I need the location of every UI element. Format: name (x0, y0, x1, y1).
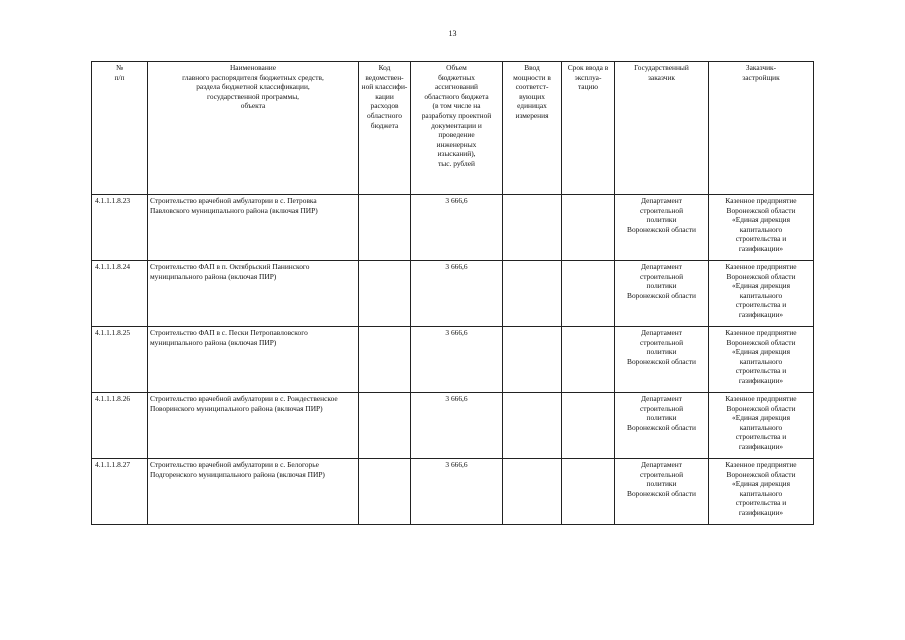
capital-construction-table (91, 61, 814, 525)
row-capacity (503, 459, 562, 525)
header-customer: Государственный заказчик (615, 62, 709, 195)
row-builder: Казенное предприятие Воронежской области «Единая дирекция капитального строительства и газификации» (709, 261, 814, 327)
table-row (92, 393, 814, 459)
row-customer: Департамент строительной политики Воронежской области (615, 459, 709, 525)
header-name: Наименование главного распорядителя бюджетных средств, раздела бюджетной классификации, государственной программы, объекта (148, 62, 359, 195)
header-builder: Заказчик- застройщик (709, 62, 814, 195)
row-capacity (503, 393, 562, 459)
header-volume: Объем бюджетных ассигнований областного бюджета (в том числе на разработку проектной документации и проведение инженерных изысканий), тыс. рублей (411, 62, 503, 195)
row-term (562, 459, 615, 525)
row-num: 4.1.1.1.8.25 (92, 327, 148, 393)
row-customer: Департамент строительной политики Воронежской области (615, 195, 709, 261)
row-term (562, 261, 615, 327)
row-code (359, 327, 411, 393)
row-term (562, 327, 615, 393)
row-customer: Департамент строительной политики Воронежской области (615, 393, 709, 459)
row-num: 4.1.1.1.8.24 (92, 261, 148, 327)
row-name: Строительство врачебной амбулатории в с. Петровка Павловского муниципального района (включая ПИР) (148, 195, 359, 261)
header-capacity: Ввод мощности в соответст- вующих единицах измерения (503, 62, 562, 195)
row-volume: 3 666,6 (411, 261, 503, 327)
row-name: Строительство врачебной амбулатории в с. Белогорье Подгоренского муниципального района (включая ПИР) (148, 459, 359, 525)
table-row (92, 459, 814, 525)
row-num: 4.1.1.1.8.23 (92, 195, 148, 261)
row-volume: 3 666,6 (411, 459, 503, 525)
table-row (92, 261, 814, 327)
row-builder: Казенное предприятие Воронежской области «Единая дирекция капитального строительства и газификации» (709, 393, 814, 459)
row-code (359, 393, 411, 459)
header-term: Срок ввода в эксплуа- тацию (562, 62, 615, 195)
row-capacity (503, 327, 562, 393)
header-num: № п/п (92, 62, 148, 195)
table-header-row (92, 62, 814, 195)
row-volume: 3 666,6 (411, 195, 503, 261)
row-builder: Казенное предприятие Воронежской области «Единая дирекция капитального строительства и газификации» (709, 459, 814, 525)
row-volume: 3 666,6 (411, 327, 503, 393)
row-builder: Казенное предприятие Воронежской области «Единая дирекция капитального строительства и газификации» (709, 195, 814, 261)
row-customer: Департамент строительной политики Воронежской области (615, 327, 709, 393)
row-code (359, 459, 411, 525)
row-name: Строительство врачебной амбулатории в с. Рождественское Поворинского муниципального района (включая ПИР) (148, 393, 359, 459)
page-number: 13 (448, 29, 457, 38)
row-volume: 3 666,6 (411, 393, 503, 459)
row-term (562, 393, 615, 459)
table-row (92, 195, 814, 261)
row-name: Строительство ФАП в с. Пески Петропавловского муниципального района (включая ПИР) (148, 327, 359, 393)
header-code: Код ведомствен- ной классифи- кации расходов областного бюджета (359, 62, 411, 195)
row-code (359, 261, 411, 327)
row-capacity (503, 261, 562, 327)
row-capacity (503, 195, 562, 261)
table-row (92, 327, 814, 393)
row-term (562, 195, 615, 261)
row-name: Строительство ФАП в п. Октябрьский Панинского муниципального района (включая ПИР) (148, 261, 359, 327)
row-num: 4.1.1.1.8.27 (92, 459, 148, 525)
row-customer: Департамент строительной политики Воронежской области (615, 261, 709, 327)
row-builder: Казенное предприятие Воронежской области «Единая дирекция капитального строительства и газификации» (709, 327, 814, 393)
row-num: 4.1.1.1.8.26 (92, 393, 148, 459)
row-code (359, 195, 411, 261)
